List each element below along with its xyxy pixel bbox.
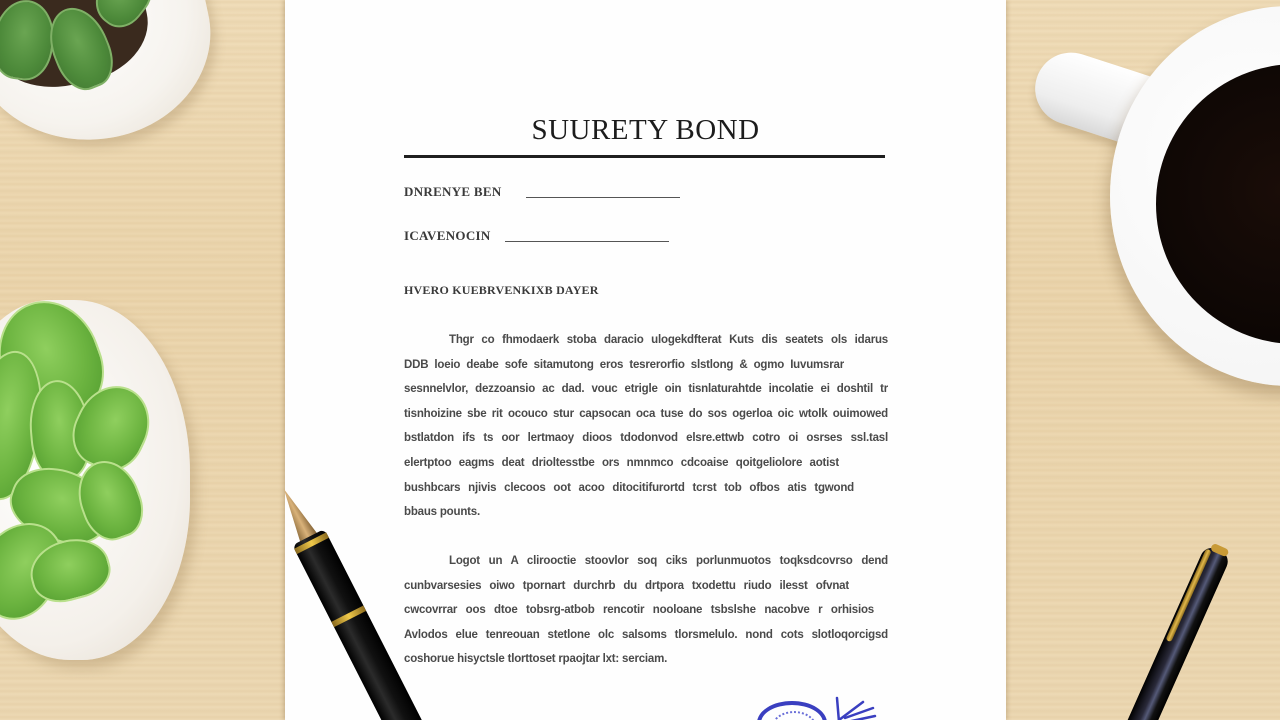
pen-cap: [1210, 543, 1230, 558]
body-paragraph-1: [404, 328, 888, 525]
text-line: DDB loeio deabe sofe sitamutong eros tesrerorfio slstlong & ogmo Iuvumsrar: [404, 358, 844, 371]
official-stamp: [757, 701, 827, 720]
coffee-liquid: [1156, 64, 1280, 344]
text-line: cunbvarsesies oiwo tpornart durchrb du drtpora txodettu riudo ilesst ofvnat: [404, 579, 849, 592]
form-field-2: [404, 228, 669, 244]
form-field-1: [404, 184, 680, 200]
text-line: coshorue hisyctsle tlorttoset rpaojtar lxt: serciam.: [404, 653, 668, 666]
ballpoint-pen: [1104, 544, 1231, 720]
title-divider: [404, 155, 885, 158]
pen-clip: [1166, 548, 1212, 642]
form-field-label: ICAVENOCIN: [404, 228, 491, 243]
text-line: bushbcars njivis clecoos oot acoo ditocitifurortd tcrst tob ofbos atis tgwond: [404, 481, 854, 494]
text-line: sesnnelvlor, dezzoansio ac dad. vouc etrigle oin tisnlaturahtde incolatie ei doshtil tr: [404, 383, 888, 396]
form-blank-line: [526, 197, 680, 199]
succulent-pot-top: [0, 0, 229, 163]
coffee-cup: [1110, 6, 1280, 386]
text-line: Avlodos elue tenreouan stetlone olc salsoms tlorsmelulo. nond cots slotloqorcigsd: [404, 628, 888, 641]
text-line: tisnhoizine sbe rit ocouco stur capsocan oca tuse do sos ogerloa oic wtolk ouimowed: [404, 407, 888, 420]
signature-mark: [833, 694, 893, 720]
text-line: bbaus pounts.: [404, 506, 480, 519]
section-heading: HVERO KUEBRVENKIXB DAYER: [404, 283, 599, 297]
text-line: Thgr co fhmodaerk stoba daracio ulogekdfterat Kuts dis seatets ols idarus: [449, 334, 888, 346]
text-line: cwcovrrar oos dtoe tobsrg-atbob rencotir nooloane tsbslshe nacobve r orhisios: [404, 604, 874, 617]
text-line: Logot un A clirooctie stoovlor soq ciks porlunmuotos toqksdcovrso dend: [449, 555, 888, 567]
surety-bond-document: [285, 0, 1006, 720]
text-line: bstlatdon ifs ts oor lertmaoy dioos tdodonvod elsre.ettwb cotro oi osrses ssl.tasl: [404, 432, 888, 445]
form-blank-line: [505, 241, 669, 243]
text-line: elertptoo eagms deat drioltesstbe ors nmnmco cdcoaise qoitgeliolore aotist: [404, 456, 839, 469]
document-title: SUURETY BOND: [531, 114, 760, 146]
body-paragraph-2: [404, 549, 888, 672]
form-field-label: DNRENYE BEN: [404, 184, 502, 199]
